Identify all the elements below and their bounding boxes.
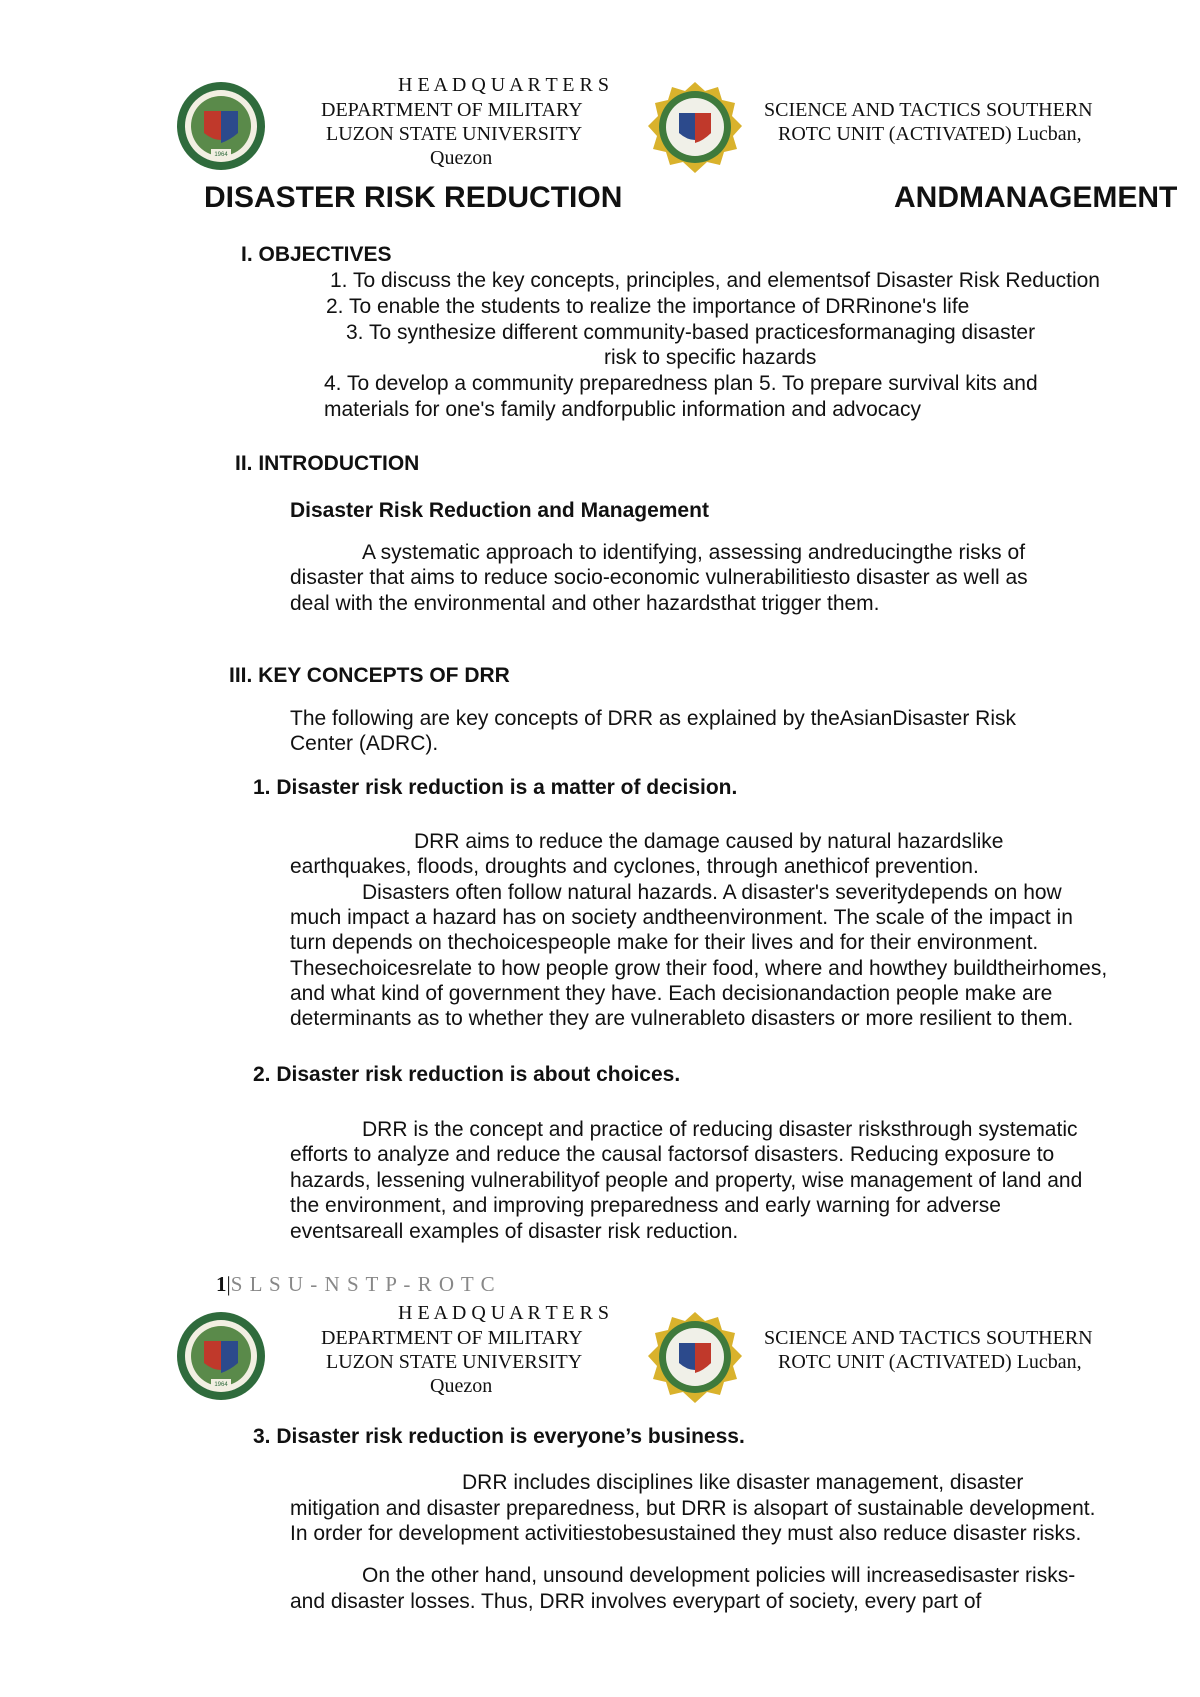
header-department: DEPARTMENT OF MILITARY <box>321 99 583 121</box>
paragraph-line: DRR is the concept and practice of reducing disaster risksthrough systematic <box>362 1118 1078 1141</box>
paragraph-line: Disasters often follow natural hazards. A disaster's severitydepends on how <box>362 881 1062 904</box>
title-left: DISASTER RISK REDUCTION <box>204 181 623 214</box>
header-right-line1: SCIENCE AND TACTICS SOUTHERN <box>764 1327 1093 1349</box>
header-quezon: Quezon <box>430 147 493 169</box>
svg-text:1964: 1964 <box>214 152 228 158</box>
rotc-seal-icon <box>642 81 748 179</box>
paragraph-line: determinants as to whether they are vulnerableto disasters or more resilient to them. <box>290 1007 1074 1030</box>
page-number: 1 <box>216 1272 227 1296</box>
header-right-line1: SCIENCE AND TACTICS SOUTHERN <box>764 99 1093 121</box>
paragraph-line: eventsareall examples of disaster risk reduction. <box>290 1220 739 1243</box>
objective-line: 3. To synthesize different community-based practicesformanaging disaster <box>346 321 1036 344</box>
objective-line: 4. To develop a community preparedness plan 5. To prepare survival kits and <box>324 372 1038 395</box>
key-concepts-heading: III. KEY CONCEPTS OF DRR <box>229 664 510 687</box>
header-headquarters: H E A D Q U A R T E R S <box>398 1302 609 1324</box>
paragraph-line: efforts to analyze and reduce the causal factorsof disasters. Reducing exposure to <box>290 1143 1055 1166</box>
header-right-line2: ROTC UNIT (ACTIVATED) Lucban, <box>778 123 1082 145</box>
introduction-subheading: Disaster Risk Reduction and Management <box>290 499 709 522</box>
objective-line: materials for one's family andforpublic information and advocacy <box>324 398 921 421</box>
concept-2-title: 2. Disaster risk reduction is about choices. <box>253 1063 681 1086</box>
objective-line: risk to specific hazards <box>604 346 817 369</box>
paragraph-line: earthquakes, floods, droughts and cyclones, through anethicof prevention. <box>290 855 979 878</box>
title-right: ANDMANAGEMENT <box>894 181 1178 214</box>
header-right-line2: ROTC UNIT (ACTIVATED) Lucban, <box>778 1351 1082 1373</box>
concept-1-title: 1. Disaster risk reduction is a matter of decision. <box>253 776 738 799</box>
header-university: LUZON STATE UNIVERSITY <box>326 1351 583 1373</box>
university-seal-icon <box>176 81 266 171</box>
paragraph-line: disaster that aims to reduce socio-economic vulnerabilitiesto disaster as well as <box>290 566 1028 589</box>
concept-3-title: 3. Disaster risk reduction is everyone’s business. <box>253 1425 745 1448</box>
paragraph-line: On the other hand, unsound development policies will increasedisaster risks- <box>362 1564 1076 1587</box>
footer-label: S L S U - N S T P - R O T C <box>230 1272 496 1296</box>
paragraph-line: A systematic approach to identifying, assessing andreducingthe risks of <box>362 541 1026 564</box>
paragraph-line: and disaster losses. Thus, DRR involves everypart of society, every part of <box>290 1590 982 1613</box>
paragraph-line: DRR aims to reduce the damage caused by natural hazardslike <box>414 830 1004 853</box>
paragraph-line: deal with the environmental and other hazardsthat trigger them. <box>290 592 880 615</box>
objective-line: 1. To discuss the key concepts, principles, and elementsof Disaster Risk Reduction <box>330 269 1100 292</box>
paragraph-line: much impact a hazard has on society andtheenvironment. The scale of the impact in <box>290 906 1073 929</box>
objective-line: 2. To enable the students to realize the importance of DRRinone's life <box>326 295 970 318</box>
paragraph-line: Thesechoicesrelate to how people grow their food, where and howthey buildtheirhomes, <box>290 957 1108 980</box>
objectives-heading: I. OBJECTIVES <box>241 243 392 266</box>
header-headquarters: H E A D Q U A R T E R S <box>398 74 609 96</box>
footer-separator: | <box>226 1272 231 1296</box>
paragraph-line: and what kind of government they have. Each decisionandaction people make are <box>290 982 1053 1005</box>
header-quezon: Quezon <box>430 1375 493 1397</box>
header-university: LUZON STATE UNIVERSITY <box>326 123 583 145</box>
paragraph-line: In order for development activitiestobesustained they must also reduce disaster risks. <box>290 1522 1082 1545</box>
paragraph-line: DRR includes disciplines like disaster management, disaster <box>462 1471 1024 1494</box>
paragraph-line: mitigation and disaster preparedness, but DRR is alsopart of sustainable development. <box>290 1497 1096 1520</box>
paragraph-line: the environment, and improving preparedness and early warning for adverse <box>290 1194 1001 1217</box>
rotc-seal-icon <box>642 1311 748 1409</box>
paragraph-line: hazards, lessening vulnerabilityof people and property, wise management of land and <box>290 1169 1083 1192</box>
header-department: DEPARTMENT OF MILITARY <box>321 1327 583 1349</box>
university-seal-icon <box>176 1311 266 1401</box>
page-footer <box>216 1271 496 1297</box>
paragraph-line: turn depends on thechoicespeople make for their lives and for their environment. <box>290 931 1039 954</box>
paragraph-line: Center (ADRC). <box>290 732 439 755</box>
introduction-heading: II. INTRODUCTION <box>235 452 420 475</box>
paragraph-line: The following are key concepts of DRR as explained by theAsianDisaster Risk <box>290 707 1017 730</box>
svg-text:1964: 1964 <box>214 1382 228 1388</box>
